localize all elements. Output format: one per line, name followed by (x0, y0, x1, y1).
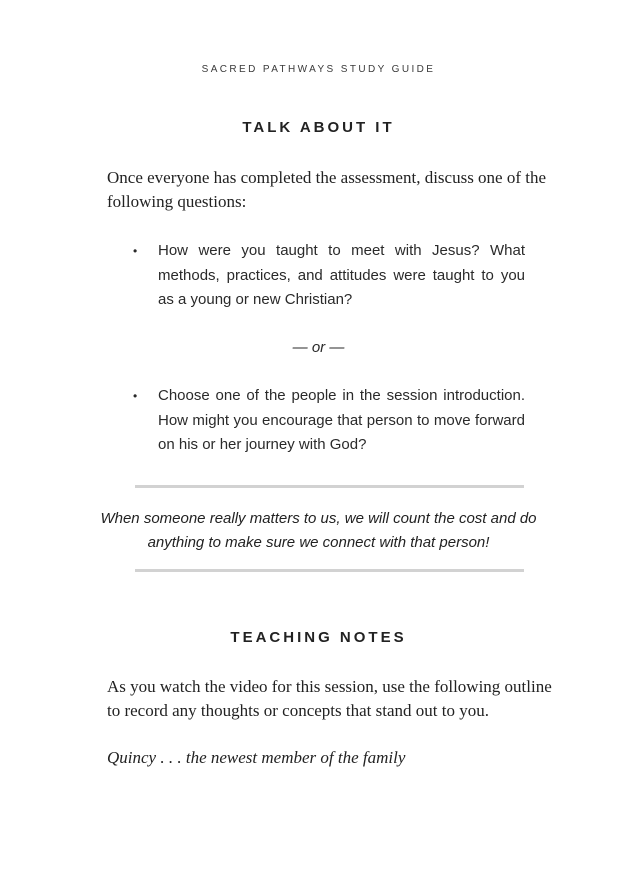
callout-rule-bottom (135, 569, 524, 572)
question-text: How were you taught to meet with Jesus? What methods, practices, and attitudes were taught to you as a young or new Christian? (158, 242, 525, 308)
teaching-notes-intro: As you watch the video for this session, use the following outline to record any thoughts or concepts that stand out to you. (107, 677, 552, 720)
talk-about-it-heading: TALK ABOUT IT (242, 119, 395, 136)
talk-about-it-intro: Once everyone has completed the assessment, discuss one of the following questions: (107, 168, 547, 211)
callout-quote: When someone really matters to us, we will count the cost and do anything to make sure we connect with that person! (100, 510, 537, 551)
bullet-glyph: • (133, 389, 138, 403)
or-separator: — or — (292, 339, 345, 356)
bullet-glyph: • (133, 244, 138, 258)
question-item-1 (133, 239, 525, 313)
outline-item: Quincy . . . the newest member of the family (107, 748, 406, 767)
question-item-2 (133, 384, 525, 458)
question-text: Choose one of the people in the session introduction. How might you encourage that person to move forward on his or her journey with God? (158, 387, 525, 453)
teaching-notes-heading: TEACHING NOTES (230, 629, 407, 646)
running-head: SACRED PATHWAYS STUDY GUIDE (201, 64, 436, 75)
callout-rule-top (135, 485, 524, 488)
